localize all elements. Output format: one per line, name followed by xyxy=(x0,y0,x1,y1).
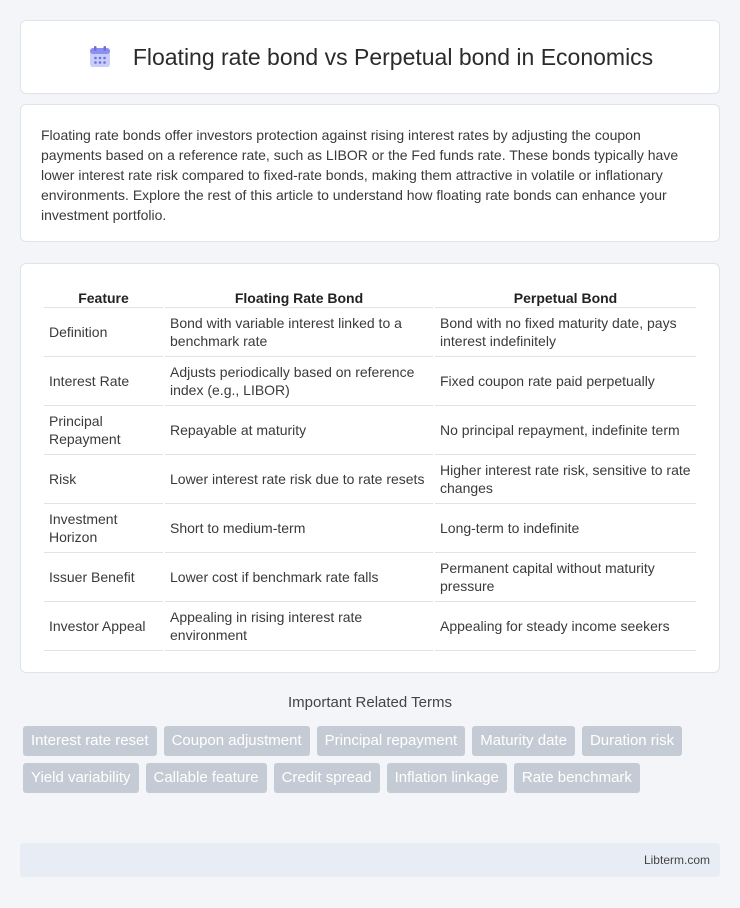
intro-text: Floating rate bonds offer investors protection against rising interest rates by adjusting the coupon payments based on a reference rate, such as LIBOR or the Fed funds rate. These bonds typically have lower interest rate risk compared to fixed-rate bonds, making them attractive in volatile or inflationary environments. Explore the rest of this article to understand how floating rate bonds can enhance your investment portfolio. xyxy=(41,127,679,223)
related-term-tag[interactable]: Coupon adjustment xyxy=(164,726,310,756)
feature-cell: Investor Appeal xyxy=(44,602,163,651)
related-term-tag[interactable]: Callable feature xyxy=(146,763,267,793)
header-feature: Feature xyxy=(44,284,163,308)
floating-cell: Lower cost if benchmark rate falls xyxy=(165,553,433,602)
footer xyxy=(20,843,720,877)
perpetual-cell: Bond with no fixed maturity date, pays interest indefinitely xyxy=(435,308,696,357)
related-term-tag[interactable]: Inflation linkage xyxy=(387,763,507,793)
table-row xyxy=(44,553,696,602)
floating-cell: Short to medium-term xyxy=(165,504,433,553)
related-terms-title: Important Related Terms xyxy=(288,694,452,711)
table-row xyxy=(44,602,696,651)
related-term-tag[interactable]: Rate benchmark xyxy=(514,763,640,793)
related-term-tag[interactable]: Maturity date xyxy=(472,726,575,756)
table-row xyxy=(44,357,696,406)
floating-cell: Repayable at maturity xyxy=(165,406,433,455)
related-term-tag[interactable]: Principal repayment xyxy=(317,726,466,756)
page-title: Floating rate bond vs Perpetual bond in Economics xyxy=(132,43,654,70)
table-row xyxy=(44,504,696,553)
comparison-table xyxy=(42,284,698,651)
related-term-tag[interactable]: Yield variability xyxy=(23,763,139,793)
perpetual-cell: Long-term to indefinite xyxy=(435,504,696,553)
feature-cell: Principal Repayment xyxy=(44,406,163,455)
perpetual-cell: Permanent capital without maturity pressure xyxy=(435,553,696,602)
table-row xyxy=(44,455,696,504)
feature-cell: Risk xyxy=(44,455,163,504)
floating-cell: Adjusts periodically based on reference index (e.g., LIBOR) xyxy=(165,357,433,406)
perpetual-cell: No principal repayment, indefinite term xyxy=(435,406,696,455)
table-row xyxy=(44,308,696,357)
comparison-card xyxy=(20,263,720,673)
feature-cell: Definition xyxy=(44,308,163,357)
perpetual-cell: Appealing for steady income seekers xyxy=(435,602,696,651)
feature-cell: Interest Rate xyxy=(44,357,163,406)
header-perpetual-bond: Perpetual Bond xyxy=(435,284,696,308)
perpetual-cell: Higher interest rate risk, sensitive to rate changes xyxy=(435,455,696,504)
table-row xyxy=(44,406,696,455)
table-header-row xyxy=(44,284,696,308)
title-card xyxy=(20,20,720,94)
related-term-tag[interactable]: Credit spread xyxy=(274,763,380,793)
floating-cell: Lower interest rate risk due to rate resets xyxy=(165,455,433,504)
feature-cell: Investment Horizon xyxy=(44,504,163,553)
feature-cell: Issuer Benefit xyxy=(44,553,163,602)
footer-site-link[interactable]: Libterm.com xyxy=(643,853,710,867)
header-floating-rate-bond: Floating Rate Bond xyxy=(165,284,433,308)
related-term-tag[interactable]: Interest rate reset xyxy=(23,726,157,756)
perpetual-cell: Fixed coupon rate paid perpetually xyxy=(435,357,696,406)
related-term-tag[interactable]: Duration risk xyxy=(582,726,682,756)
calendar-icon xyxy=(87,44,113,70)
related-terms-list xyxy=(23,726,703,793)
floating-cell: Appealing in rising interest rate environment xyxy=(165,602,433,651)
intro-card xyxy=(20,104,720,242)
floating-cell: Bond with variable interest linked to a benchmark rate xyxy=(165,308,433,357)
